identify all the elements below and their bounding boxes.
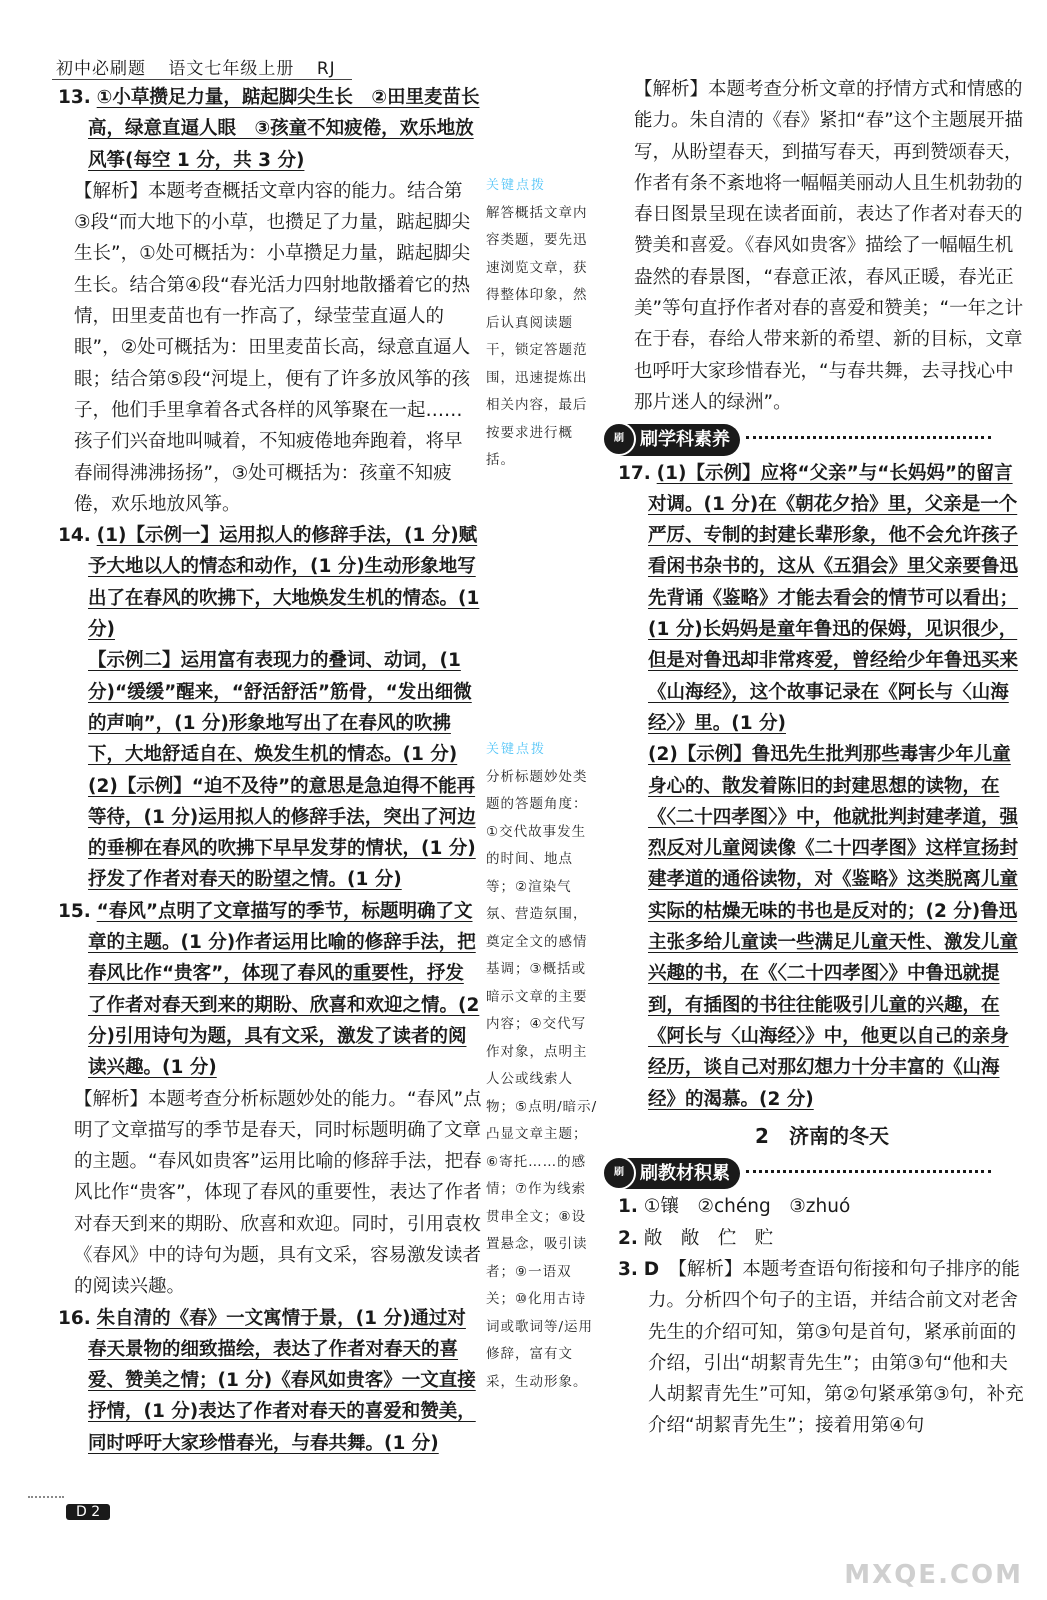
q17-part2: (2)【示例】鲁迅先生批判那些毒害少年儿童身心的、散发着陈旧的封建思想的读物，在《〈二十四孝图〉》中，他就批判封建孝道，强烈反对儿童阅读像《二十四孝图》这样宣扬封建孝道的通俗读物，对《鉴略》这类脱离儿童实际的枯燥无味的书也是反对的；(2 分)鲁迅主张多给儿童读一些满足儿童天性、激发儿童兴趣的书，在《〈二十四孝图〉》中鲁迅就提到，有插图的书往往能吸引儿童的兴趣，在《阿长与〈山海经〉》中，他更以自己的亲身经历，谈自己对那幻想力十分丰富的《山海经》的渴慕。(2 分)	[648, 744, 1019, 1110]
subject-title: 语文七年级上册	[168, 59, 295, 79]
section-title: 刷学科素养	[640, 429, 730, 451]
q17-part1: (1)【示例】应将“父亲”与“长妈妈”的留言对调。(1 分)在《朝花夕拾》里，父亲是一个严厉、专制的封建长辈形象，他不会允许孩子看闲书杂书的，这从《五猖会》里父亲要鲁迅先背诵《鉴略》才能去看会的情节可以看出；(1 分)长妈妈是童年鲁迅的保姆，见识很少，但是对鲁迅却非常疼爱，曾经给少年鲁迅买来《山海经》，这个故事记录在《阿长与〈山海经〉》里。(1 分)	[648, 462, 1019, 734]
key-tip-1	[486, 172, 596, 475]
edition-label: RJ	[316, 59, 336, 79]
section-subject-literacy	[606, 424, 1026, 455]
chapter-number: 2	[755, 1123, 769, 1148]
header-rule	[52, 79, 352, 80]
q13-number: 13.	[58, 87, 91, 108]
q14-number: 14.	[58, 525, 91, 547]
q14-part1-example2: 【示例二】运用富有表现力的叠词、动词，(1 分)“缓缓”醒来，“舒活舒活”筋骨，“发出细微的声响”，(1 分)形象地写出了在春风的吹拂下，大地舒适自在、焕发生机的情态。(1 分)	[88, 650, 472, 766]
section-dotted-rule	[746, 1170, 991, 1173]
footer-dots	[28, 1496, 64, 1498]
left-column	[58, 82, 482, 1459]
right-column	[614, 74, 1026, 1442]
key-tip-1-tag: 关键点拨	[486, 178, 547, 193]
section-tag	[606, 424, 740, 455]
book-title: 初中必刷题	[56, 59, 146, 79]
key-tip-2	[486, 736, 600, 1396]
q14-answer-1	[58, 520, 482, 645]
answer-3-text: 【解析】本题考查语句衔接和句子排序的能力。分析四个句子的主语，并结合前文对老舍先生的介绍可知，第③句是首句，紧承前面的介绍，引出“胡絜青先生”；由第③句“他和夫人胡絜青先生”可知，第②句紧承第③句，补充介绍“胡絜青先生”；接着用第④句	[648, 1258, 1024, 1437]
watermark: MXQE.COM	[844, 1560, 1023, 1590]
section-textbook	[606, 1158, 1026, 1189]
answer-1	[618, 1191, 1026, 1222]
answer-3-choice: D	[643, 1258, 660, 1280]
chapter-title: 济南的冬天	[788, 1123, 889, 1148]
q15-number: 15.	[58, 900, 91, 922]
q15-answer	[58, 896, 482, 1084]
q16-explanation: 【解析】本题考查分析文章的抒情方式和情感的能力。朱自清的《春》紧扣“春”这个主题展开描写，从盼望春天，到描写春天，再到赞颂春天，作者有条不紊地将一幅幅美丽动人且生机勃勃的春日图景呈现在读者面前，表达了作者对春天的赞美和喜爱。《春风如贵客》描绘了一幅幅生机盎然的春景图，“春意正浓，春风正暖，春光正美”等句直抒作者对春的喜爱和赞美；“一年之计在于春，春给人带来新的希望、新的目标，文章也呼吁大家珍惜春光，“与春共舞，去寻找心中那片迷人的绿洲”。	[634, 79, 1024, 413]
section-tag	[606, 1158, 740, 1189]
q13-explanation: 【解析】本题考查概括文章内容的能力。结合第③段“而大地下的小草，也攒足了力量，踮起脚尖生长”，①处可概括为：小草攒足力量，踮起脚尖生长。结合第④段“春光活力四射地散播着它的热情，田里麦苗也有一拃高了，绿莹莹直逼人的眼”，②处可概括为：田里麦苗长高，绿意直逼人眼；结合第⑤段“河堤上，便有了许多放风筝的孩子，他们手里拿着各式各样的风筝聚在一起……孩子们兴奋地叫喊着，不知疲倦地奔跑着，将早春闹得沸沸扬扬”，③处可概括为：孩童不知疲倦，欢乐地放风筝。	[74, 180, 471, 515]
q13-answer	[58, 82, 482, 176]
q15-explanation: 【解析】本题考查分析标题妙处的能力。“春风”点明了文章描写的季节是春天，同时标题明确了文章的主题。“春风如贵客”运用比喻的修辞手法，把春风比作“贵客”，体现了春风的重要性，表达了作者对春天到来的期盼、欣喜和欢迎。同时，引用袁枚《春风》中的诗句为题，具有文采，容易激发读者的阅读兴趣。	[74, 1088, 482, 1298]
page-number: D 2	[66, 1504, 110, 1520]
q17-number: 17.	[618, 462, 651, 484]
chapter-heading	[618, 1121, 1026, 1152]
q14-part2: (2)【示例】“迫不及待”的意思是急迫得不能再等待，(1 分)运用拟人的修辞手法，突出了河边的垂柳在春风的吹拂下早早发芽的情状，(1 分)抒发了作者对春天的盼望之情。(1 分)	[88, 775, 476, 891]
page-header	[56, 54, 352, 79]
q16-answer-text: 朱自清的《春》一文寓情于景，(1 分)通过对春天景物的细致描绘，表达了作者对春天的喜爱、赞美之情；(1 分)《春风如贵客》一文直接抒情，(1 分)表达了作者对春天的喜爱和赞美，同时呼吁大家珍惜春光，与春共舞。(1 分)	[88, 1307, 476, 1454]
section-dotted-rule	[746, 436, 991, 439]
key-tip-1-text: 解答概括文章内容类题，要先迅速浏览文章，获得整体印象，然后认真阅读题干，锁定答题范围，迅速提炼出相关内容，最后按要求进行概括。	[486, 204, 588, 468]
answer-1-number: 1.	[618, 1196, 638, 1218]
answer-3-number: 3.	[618, 1258, 638, 1280]
q14-part1: (1)【示例一】运用拟人的修辞手法，(1 分)赋予大地以人的情态和动作，(1 分)生动形象地写出了在春风的吹拂下，大地焕发生机的情态。(1 分)	[88, 525, 480, 641]
key-tip-2-text: 分析标题妙处类题的答题角度：①交代故事发生的时间、地点等；②渲染气氛、营造氛围，奠定全文的感情基调；③概括或暗示文章的主要内容；④交代写作对象，点明主人公或线索人物；⑤点明/暗示/凸显文章主题；⑥寄托……的感情；⑦作为线索贯串全文；⑧设置悬念，吸引读者；⑨一语双关；⑩化用古诗词或歌词等/运用修辞，富有文采，生动形象。	[486, 768, 598, 1390]
q15-answer-text: “春风”点明了文章描写的季节，标题明确了文章的主题。(1 分)作者运用比喻的修辞手法，把春风比作“贵客”，体现了春风的重要性，抒发了作者对春天到来的期盼、欣喜和欢迎之情。(2 分)引用诗句为题，具有文采，激发了读者的阅读兴趣。(1 分)	[88, 900, 480, 1079]
answer-2-number: 2.	[618, 1227, 638, 1249]
answer-1-text: ①镶 ②chéng ③zhuó	[643, 1196, 851, 1218]
q17-answer-1	[618, 458, 1026, 740]
key-tip-2-tag: 关键点拨	[486, 742, 547, 757]
answer-2-text: 敞 敞 伫 贮	[643, 1227, 774, 1249]
q13-answer-text: ①小草攒足力量，踮起脚尖生长 ②田里麦苗长高，绿意直逼人眼 ③孩童不知疲倦，欢乐地放风筝(每空 1 分，共 3 分)	[88, 87, 480, 171]
answer-3	[618, 1254, 1026, 1442]
section-bubble-icon: 刷	[602, 1156, 636, 1190]
section-title: 刷教材积累	[640, 1163, 730, 1185]
section-bubble-icon: 刷	[602, 422, 636, 456]
q16-number: 16.	[58, 1307, 91, 1329]
q16-answer	[58, 1303, 482, 1459]
answer-2	[618, 1223, 1026, 1254]
